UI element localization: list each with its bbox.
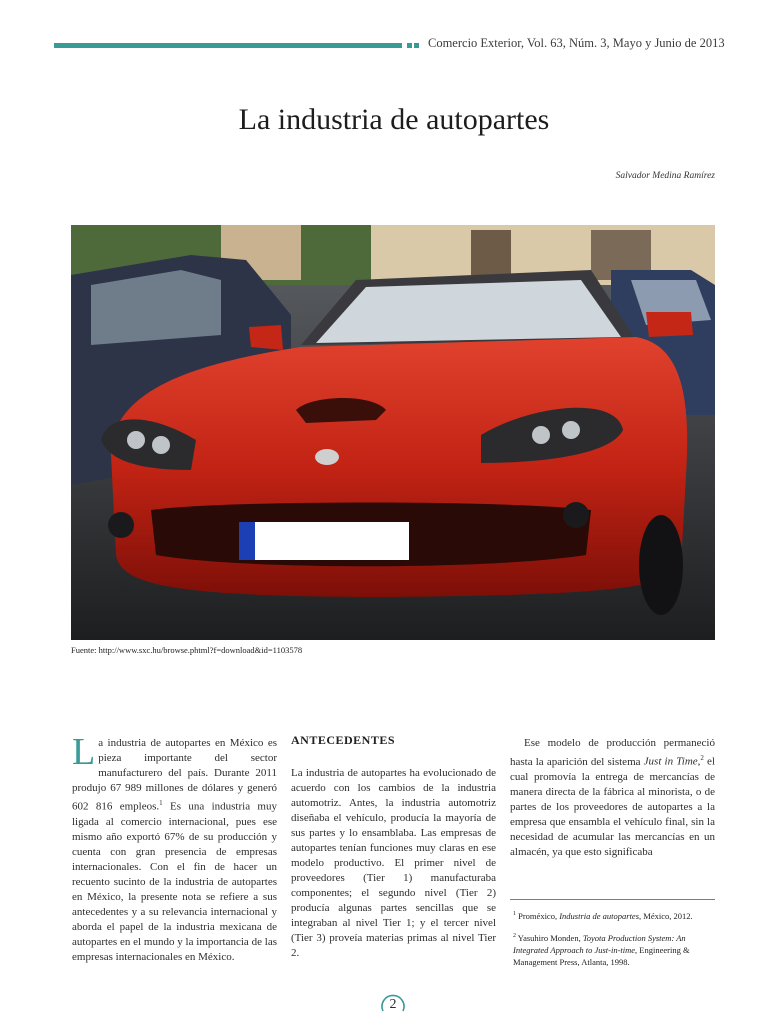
footnote-1-text: Proméxico,	[516, 910, 560, 921]
header-accent-bar	[54, 43, 402, 48]
footnote-1	[513, 908, 716, 922]
col1-text: a industria de autopartes en México es pieza importante del sector manufacturero del país. Durante 2011 produjo 67 989 millones de dólares y generó 602 816 empleos.	[72, 737, 277, 813]
photo-caption: Fuente: http://www.sxc.hu/browse.phtml?f=download&id=1103578	[71, 645, 303, 655]
footnote-2-text: Yasuhiro Monden,	[516, 932, 583, 943]
header-accent-square	[407, 43, 412, 48]
footnote-divider	[510, 899, 715, 900]
col2-text: La industria de autopartes ha evolucionado de acuerdo con los cambios de la industria automotriz. Antes, la industria automotriz diseñaba el vehículo, producía la mayoría de sus partes y lo ensamblaba. Las empresas de autopartes tenían funciones muy claras en ese modelo productivo. El primer nivel de proveedores (Tier 1) manufacturaba componentes; el segundo nivel (Tier 2) producía algunas partes sencillas que se integraban al nivel Tier 1; y el tercer nivel (Tier 3) proveía materias primas al nivel Tier 2.	[291, 767, 496, 959]
col3-text-b: ,	[697, 755, 701, 768]
page-number	[381, 993, 405, 1017]
article-author: Salvador Medina Ramírez	[615, 171, 715, 181]
footnote-1-text-end: , México, 2012.	[639, 910, 693, 921]
body-column-3	[510, 736, 715, 860]
car-photo-illustration	[71, 225, 715, 640]
drop-cap: L	[72, 731, 96, 773]
body-column-2	[291, 766, 496, 961]
page-number-ring-icon	[379, 991, 407, 1019]
col3-emphasis: Just in Time	[643, 755, 698, 768]
footnote-1-number: 1	[513, 911, 516, 917]
footnote-2	[513, 930, 716, 968]
footnote-2-title: Toyota Production System: An Integrated Approach to Just-in-time	[513, 932, 686, 955]
car-photo	[71, 225, 715, 640]
col1-text-cont: Es una industria muy ligada al comercio internacional, pues ese mismo año exportó 67% de su producción y cuenta con gran presencia de empresas internacionales. Con el fin de hacer un recuento sucinto de la industria de autopartes en México, la presente nota se refiere a sus antecedentes y a su relevancia internacional y aborda el papel de la industria mexicana de autopartes en el mundo y la importancia de las empresas internacionales en México.	[72, 800, 277, 963]
col3-text-c: el cual promovía la entrega de mercancías de manera directa de la fábrica al minorista, o de partes de los proveedores de autopartes a la empresa que ensambla el vehículo final, sin la necesidad de acumular las mercancías en un almacén, ya que esto significaba	[510, 755, 715, 858]
page-number-text: 2	[389, 997, 397, 1012]
footnote-ref-1[interactable]: 1	[159, 799, 163, 807]
header-accent-square	[414, 43, 419, 48]
footnote-1-title: Industria de autopartes	[559, 910, 640, 921]
footnote-2-number: 2	[513, 933, 516, 939]
article-title: La industria de autopartes	[238, 103, 550, 136]
footnote-ref-2[interactable]: 2	[700, 754, 704, 762]
col3-text-a: Ese modelo de producción permaneció hasta la aparición del sistema	[510, 737, 715, 768]
footnote-2-text-end: , Engineering & Management Press, Atlanta, 1998.	[513, 944, 690, 967]
section-heading: ANTECEDENTES	[291, 733, 396, 747]
journal-header: Comercio Exterior, Vol. 63, Núm. 3, Mayo y Junio de 2013	[428, 36, 725, 50]
body-column-1	[72, 731, 277, 965]
